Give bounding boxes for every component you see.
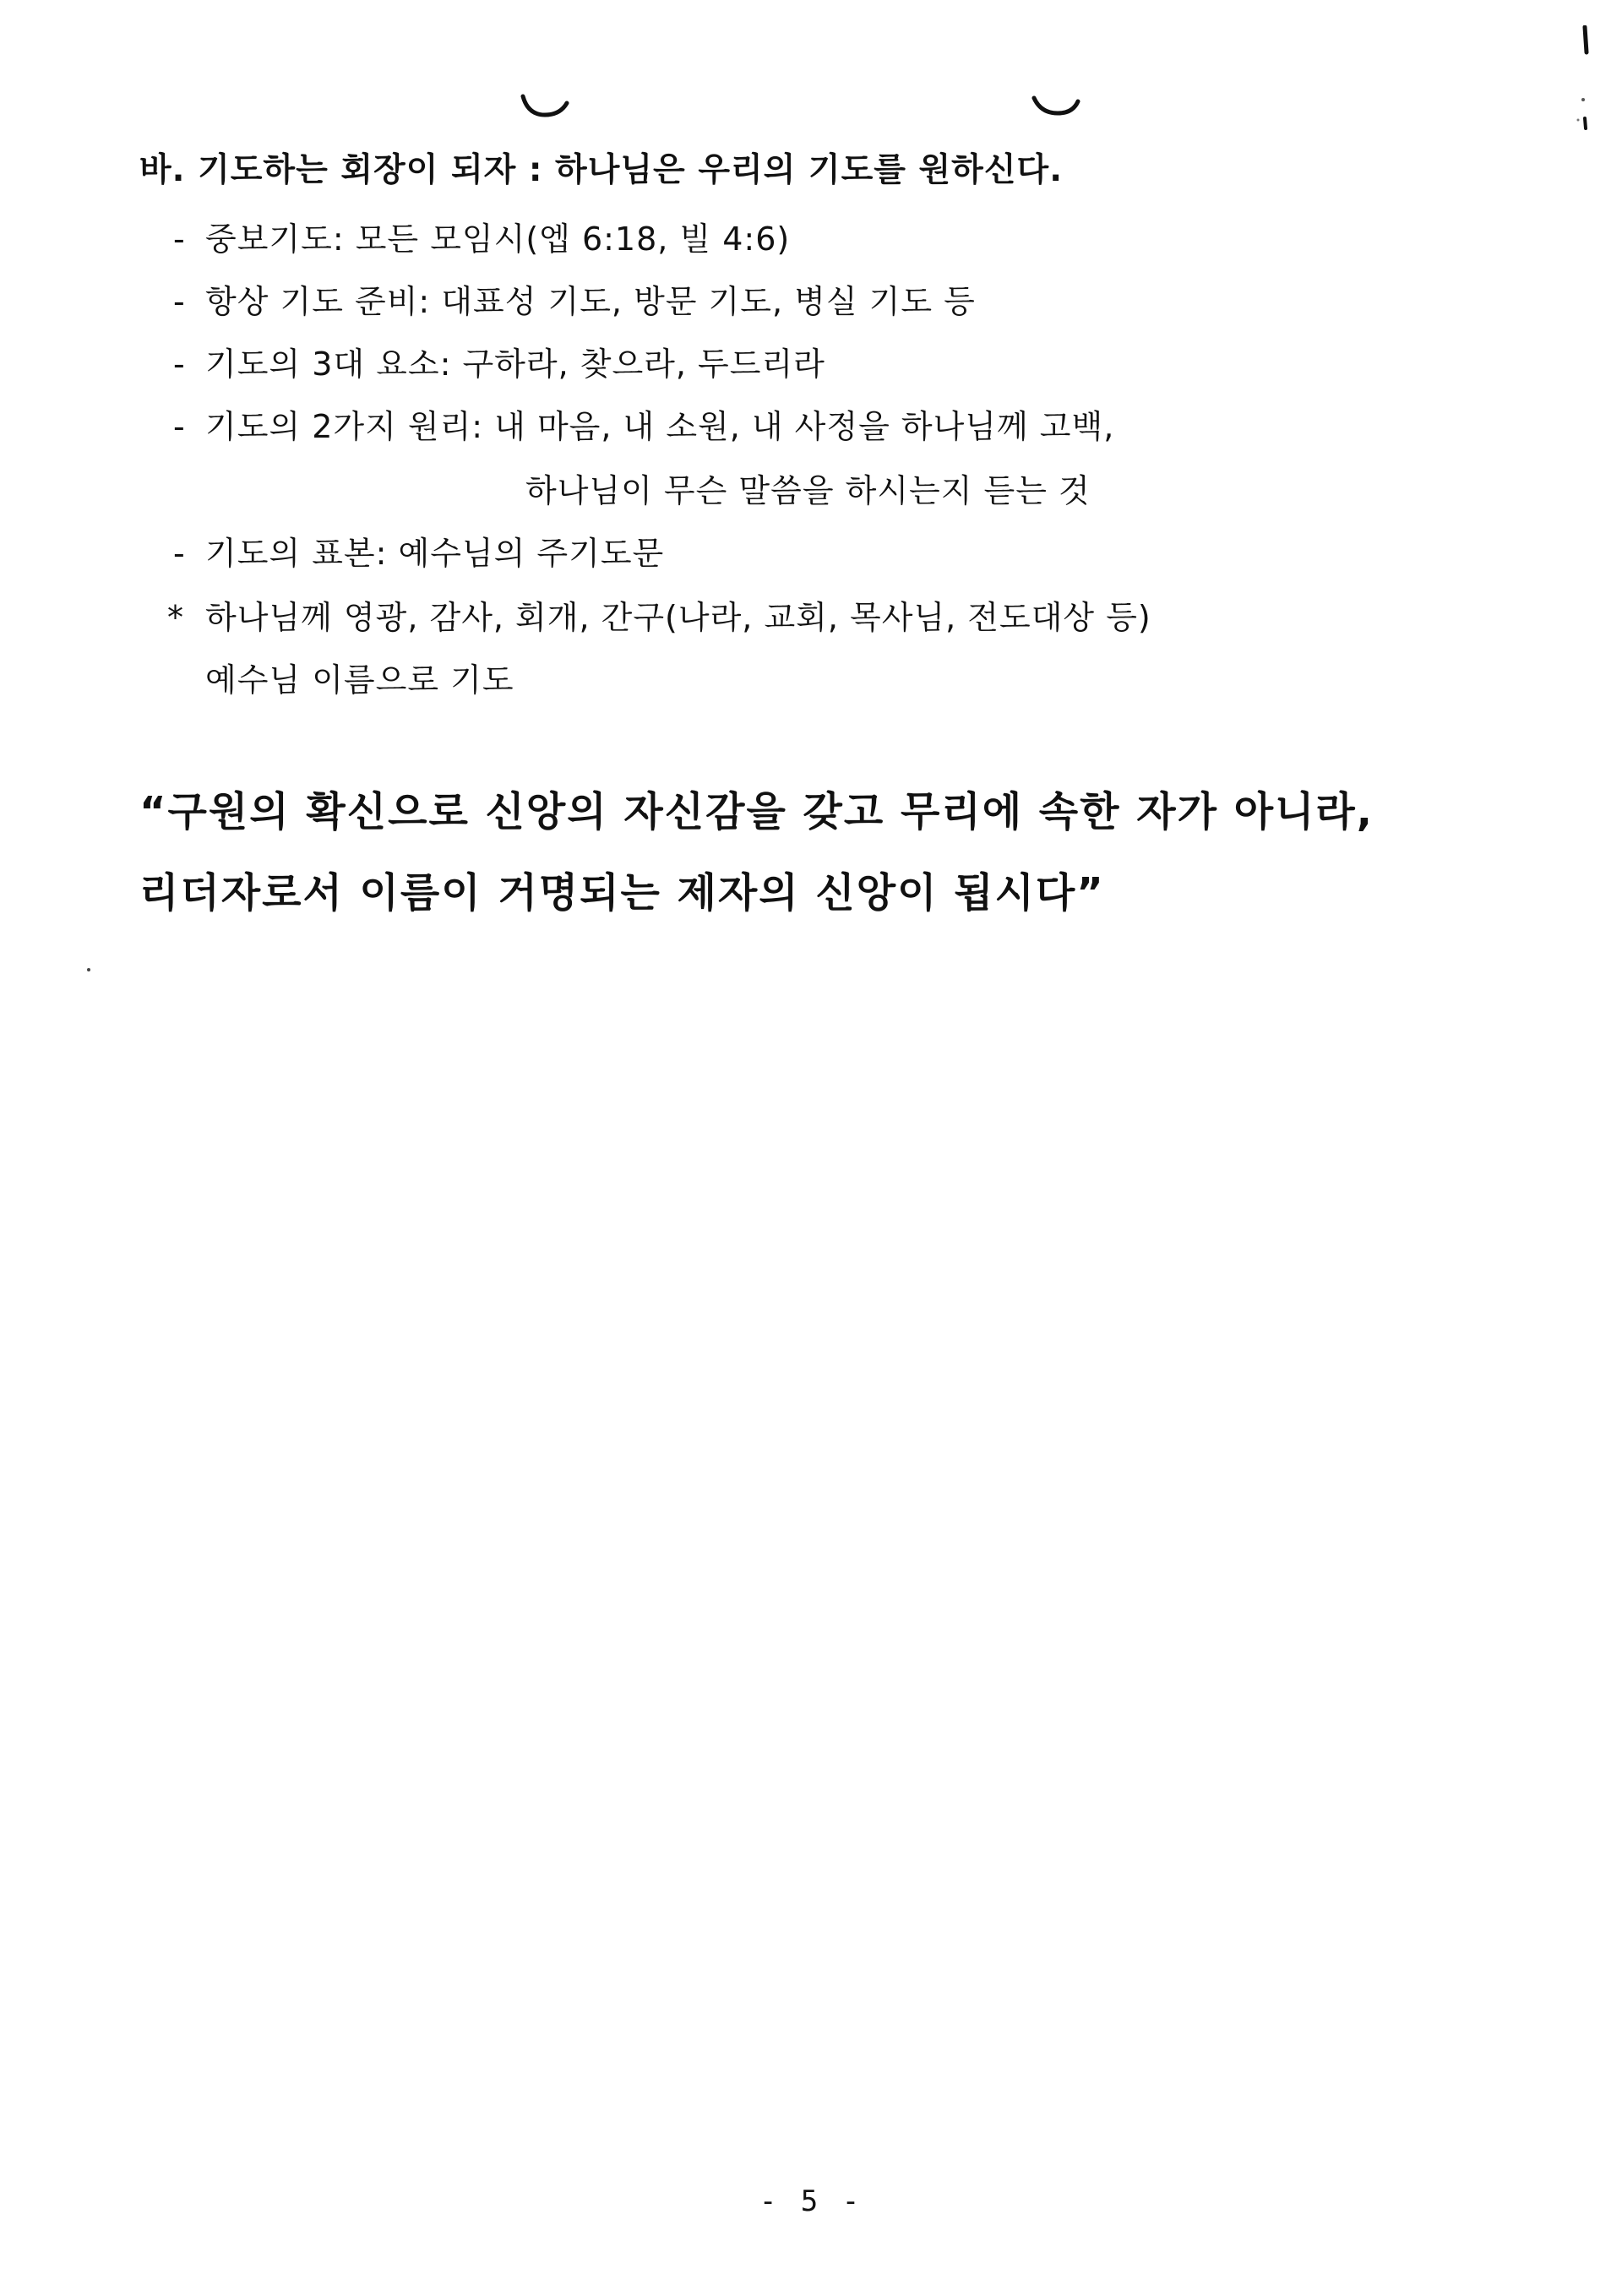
list-item-text: 기도의 2가지 원리: 내 마음, 내 소원, 내 사정을 하나님께 고백, xyxy=(205,408,1115,445)
bullet-marker: - xyxy=(173,345,186,383)
list-item xyxy=(173,338,825,384)
quote-line-2: 리더자로서 이름이 거명되는 제자의 신앙이 됩시다” xyxy=(139,869,1105,917)
scan-mark-right xyxy=(1031,93,1081,118)
list-item xyxy=(173,400,1114,447)
list-item-text: 예수님 이름으로 기도 xyxy=(205,661,514,699)
list-item-text: 기도의 표본: 예수님의 주기도문 xyxy=(205,535,665,572)
list-item-continuation xyxy=(205,654,514,700)
scan-dot xyxy=(86,967,91,972)
list-item xyxy=(167,591,1151,638)
bullet-marker: - xyxy=(173,535,186,572)
list-item-continuation xyxy=(525,465,1091,511)
scan-mark-corner-bottom xyxy=(1573,95,1590,132)
section-heading: 바. 기도하는 회장이 되자 : 하나님은 우리의 기도를 원하신다. xyxy=(139,151,1064,189)
list-item-text: 항상 기도 준비: 대표성 기도, 방문 기도, 병실 기도 등 xyxy=(205,283,976,320)
quote-line-1: “구원의 확신으로 신앙의 자신감을 갖고 무리에 속한 자가 아니라, xyxy=(139,788,1374,835)
list-item-text: 하나님이 무슨 말씀을 하시는지 듣는 것 xyxy=(525,472,1091,509)
bullet-marker: - xyxy=(173,220,186,258)
list-item-text: 기도의 3대 요소: 구하라, 찾으라, 두드리라 xyxy=(205,345,825,383)
page-number: - 5 - xyxy=(759,2184,863,2218)
bullet-marker: - xyxy=(173,283,186,320)
scan-mark-left xyxy=(520,91,570,120)
bullet-marker: * xyxy=(167,599,184,636)
list-item xyxy=(173,213,790,259)
list-item-text: 하나님께 영광, 감사, 회개, 간구(나라, 교회, 목사님, 전도대상 등) xyxy=(205,599,1151,636)
list-item xyxy=(173,527,664,574)
list-item-text: 중보기도: 모든 모임시(엡 6:18, 빌 4:6) xyxy=(205,220,791,258)
list-item xyxy=(173,275,976,322)
bullet-marker: - xyxy=(173,408,186,445)
scan-mark-corner-top xyxy=(1580,25,1592,56)
